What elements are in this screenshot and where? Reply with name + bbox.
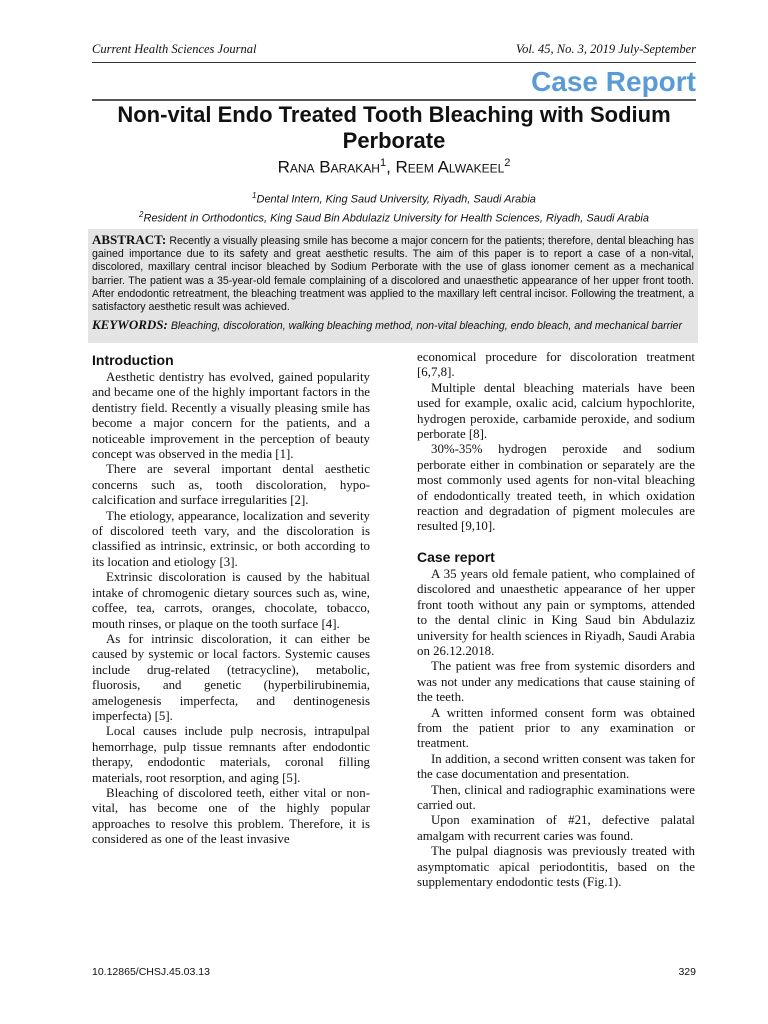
- page-footer: [92, 966, 696, 980]
- header-rule: [92, 62, 696, 63]
- paragraph: There are several important dental aesthetic concerns such as, tooth discoloration, hypo-calcification and surface irregularities [2].: [92, 462, 370, 508]
- paragraph: A 35 years old female patient, who complained of discolored and unaesthetic appearance of her upper front tooth without any pain or symptoms, attended to the dental clinic in King Saud bin Abdulaziz university for health sciences in Riyadh, Saudi Arabia on 26.12.2018.: [417, 566, 695, 658]
- paragraph: Aesthetic dentistry has evolved, gained popularity and became one of the highly important factors in the dentistry field. Recently a visually pleasing smile has become a major concern for the patients, and a noticeable improvement in the perception of beauty concept was observed in the media [1].: [92, 370, 370, 462]
- paragraph: Local causes include pulp necrosis, intrapulpal hemorrhage, pulp tissue remnants after endodontic therapy, endodontic materials, coronal filling materials, root resorption, and aging [5].: [92, 724, 370, 785]
- affiliation-text: Resident in Orthodontics, King Saud Bin Abdulaziz University for Health Sciences, Riyadh, Saudi Arabia: [143, 212, 649, 225]
- affiliation-mark: 2: [139, 210, 144, 219]
- paragraph: Upon examination of #21, defective palatal amalgam with recurrent caries was found.: [417, 813, 695, 843]
- title-rule: [92, 99, 696, 101]
- affiliation-text: Dental Intern, King Saud University, Riyadh, Saudi Arabia: [256, 193, 536, 206]
- paragraph: In addition, a second written consent was taken for the case documentation and presentation.: [417, 751, 695, 782]
- paragraph: Bleaching of discolored teeth, either vital or non-vital, has become one of the highly popular approaches to resolve this problem. Therefore, it is considered as one of the least invasive: [92, 785, 370, 847]
- keywords-label: KEYWORDS:: [92, 317, 168, 333]
- affiliation: [92, 189, 696, 207]
- right-column: [417, 350, 695, 890]
- affiliation-mark: 1: [252, 191, 257, 200]
- paragraph: Extrinsic discoloration is caused by the habitual intake of chromogenic dietary sources such as, wine, coffee, tea, carrots, oranges, chocolate, tobacco, mouth rinses, or plaque on the tooth surface [4].: [92, 570, 370, 631]
- paragraph: The pulpal diagnosis was previously treated with asymptomatic apical periodontitis, based on the supplementary endodontic tests (Fig.1).: [417, 844, 695, 889]
- paragraph: Then, clinical and radiographic examinations were carried out.: [417, 782, 695, 812]
- author-affil-mark: 1: [379, 157, 387, 169]
- keywords-text: Bleaching, discoloration, walking bleaching method, non-vital bleaching, endo bleach, and mechanical barrier: [170, 320, 682, 333]
- page-number: 329: [678, 966, 696, 978]
- paragraph: A written informed consent form was obtained from the patient prior to any examination or treatment.: [417, 705, 695, 751]
- article-title: Non-vital Endo Treated Tooth Bleaching with Sodium Perborate: [117, 102, 671, 153]
- author-affil-mark: 2: [504, 157, 511, 169]
- section-heading-introduction: Introduction: [92, 352, 174, 368]
- abstract-box: [88, 229, 698, 343]
- author-name: Rana Barakah: [277, 157, 380, 177]
- paragraph: The patient was free from systemic disorders and was not under any medications that cause staining of the teeth.: [417, 659, 695, 705]
- paragraph: As for intrinsic discoloration, it can either be caused by systemic or local factors. Systemic causes include drug-related (tetracycline), metabolic, fluorosis, and genetic (hyperbilirubinemia, amelogenesis imperfecta, and dentinogenesis imperfecta) [5].: [92, 631, 370, 723]
- abstract-label: ABSTRACT:: [92, 232, 167, 247]
- left-column: [92, 350, 370, 848]
- abstract-text: Recently a visually pleasing smile has become a major concern for the patients; therefore, dental bleaching has gained importance due to its safety and great aesthetic results. The aim of this paper is to report a case of a non-vital, discolored, maxillary central incisor bleached by Sodium Perborate with the use of glass ionomer cement as a mechanical barrier. The patient was a 35-year-old female complaining of a discolored and unaesthetic appearance of her upper front tooth. After endodontic retreatment, the bleaching treatment was applied to the maxillary left central incisor. Following the treatment, a satisfactory aesthetic result was achieved.: [92, 235, 694, 314]
- section-heading-case-report: Case report: [417, 548, 495, 565]
- doi: 10.12865/CHSJ.45.03.13: [92, 966, 210, 978]
- issue-info: Vol. 45, No. 3, 2019 July-September: [515, 42, 696, 56]
- paragraph: 30%-35% hydrogen peroxide and sodium perborate either in combination or separately are the most commonly used agents for non-vital bleaching of endodontically treated teeth, in which oxidation reaction and degradation of pigment molecules are resulted [9,10].: [417, 442, 695, 534]
- affiliation: [92, 208, 696, 226]
- author-name: Reem Alwakeel: [395, 157, 505, 177]
- paragraph: The etiology, appearance, localization and severity of discolored teeth vary, and the discoloration is classified as intrinsic, extrinsic, or both according to its location and etiology [3].: [92, 508, 370, 569]
- journal-name: Current Health Sciences Journal: [92, 42, 257, 56]
- keywords: [92, 318, 694, 333]
- author-list: [92, 152, 696, 179]
- paragraph-continuation: economical procedure for discoloration treatment [6,7,8].: [417, 350, 695, 380]
- author-separator: ,: [386, 157, 396, 177]
- paragraph: Multiple dental bleaching materials have been used for example, oxalic acid, calcium hypochlorite, hydrogen peroxide, carbamide peroxide, and sodium perborate [8].: [417, 380, 695, 442]
- abstract: [92, 233, 694, 314]
- article-type: Case Report: [531, 66, 696, 97]
- running-header: [92, 42, 696, 60]
